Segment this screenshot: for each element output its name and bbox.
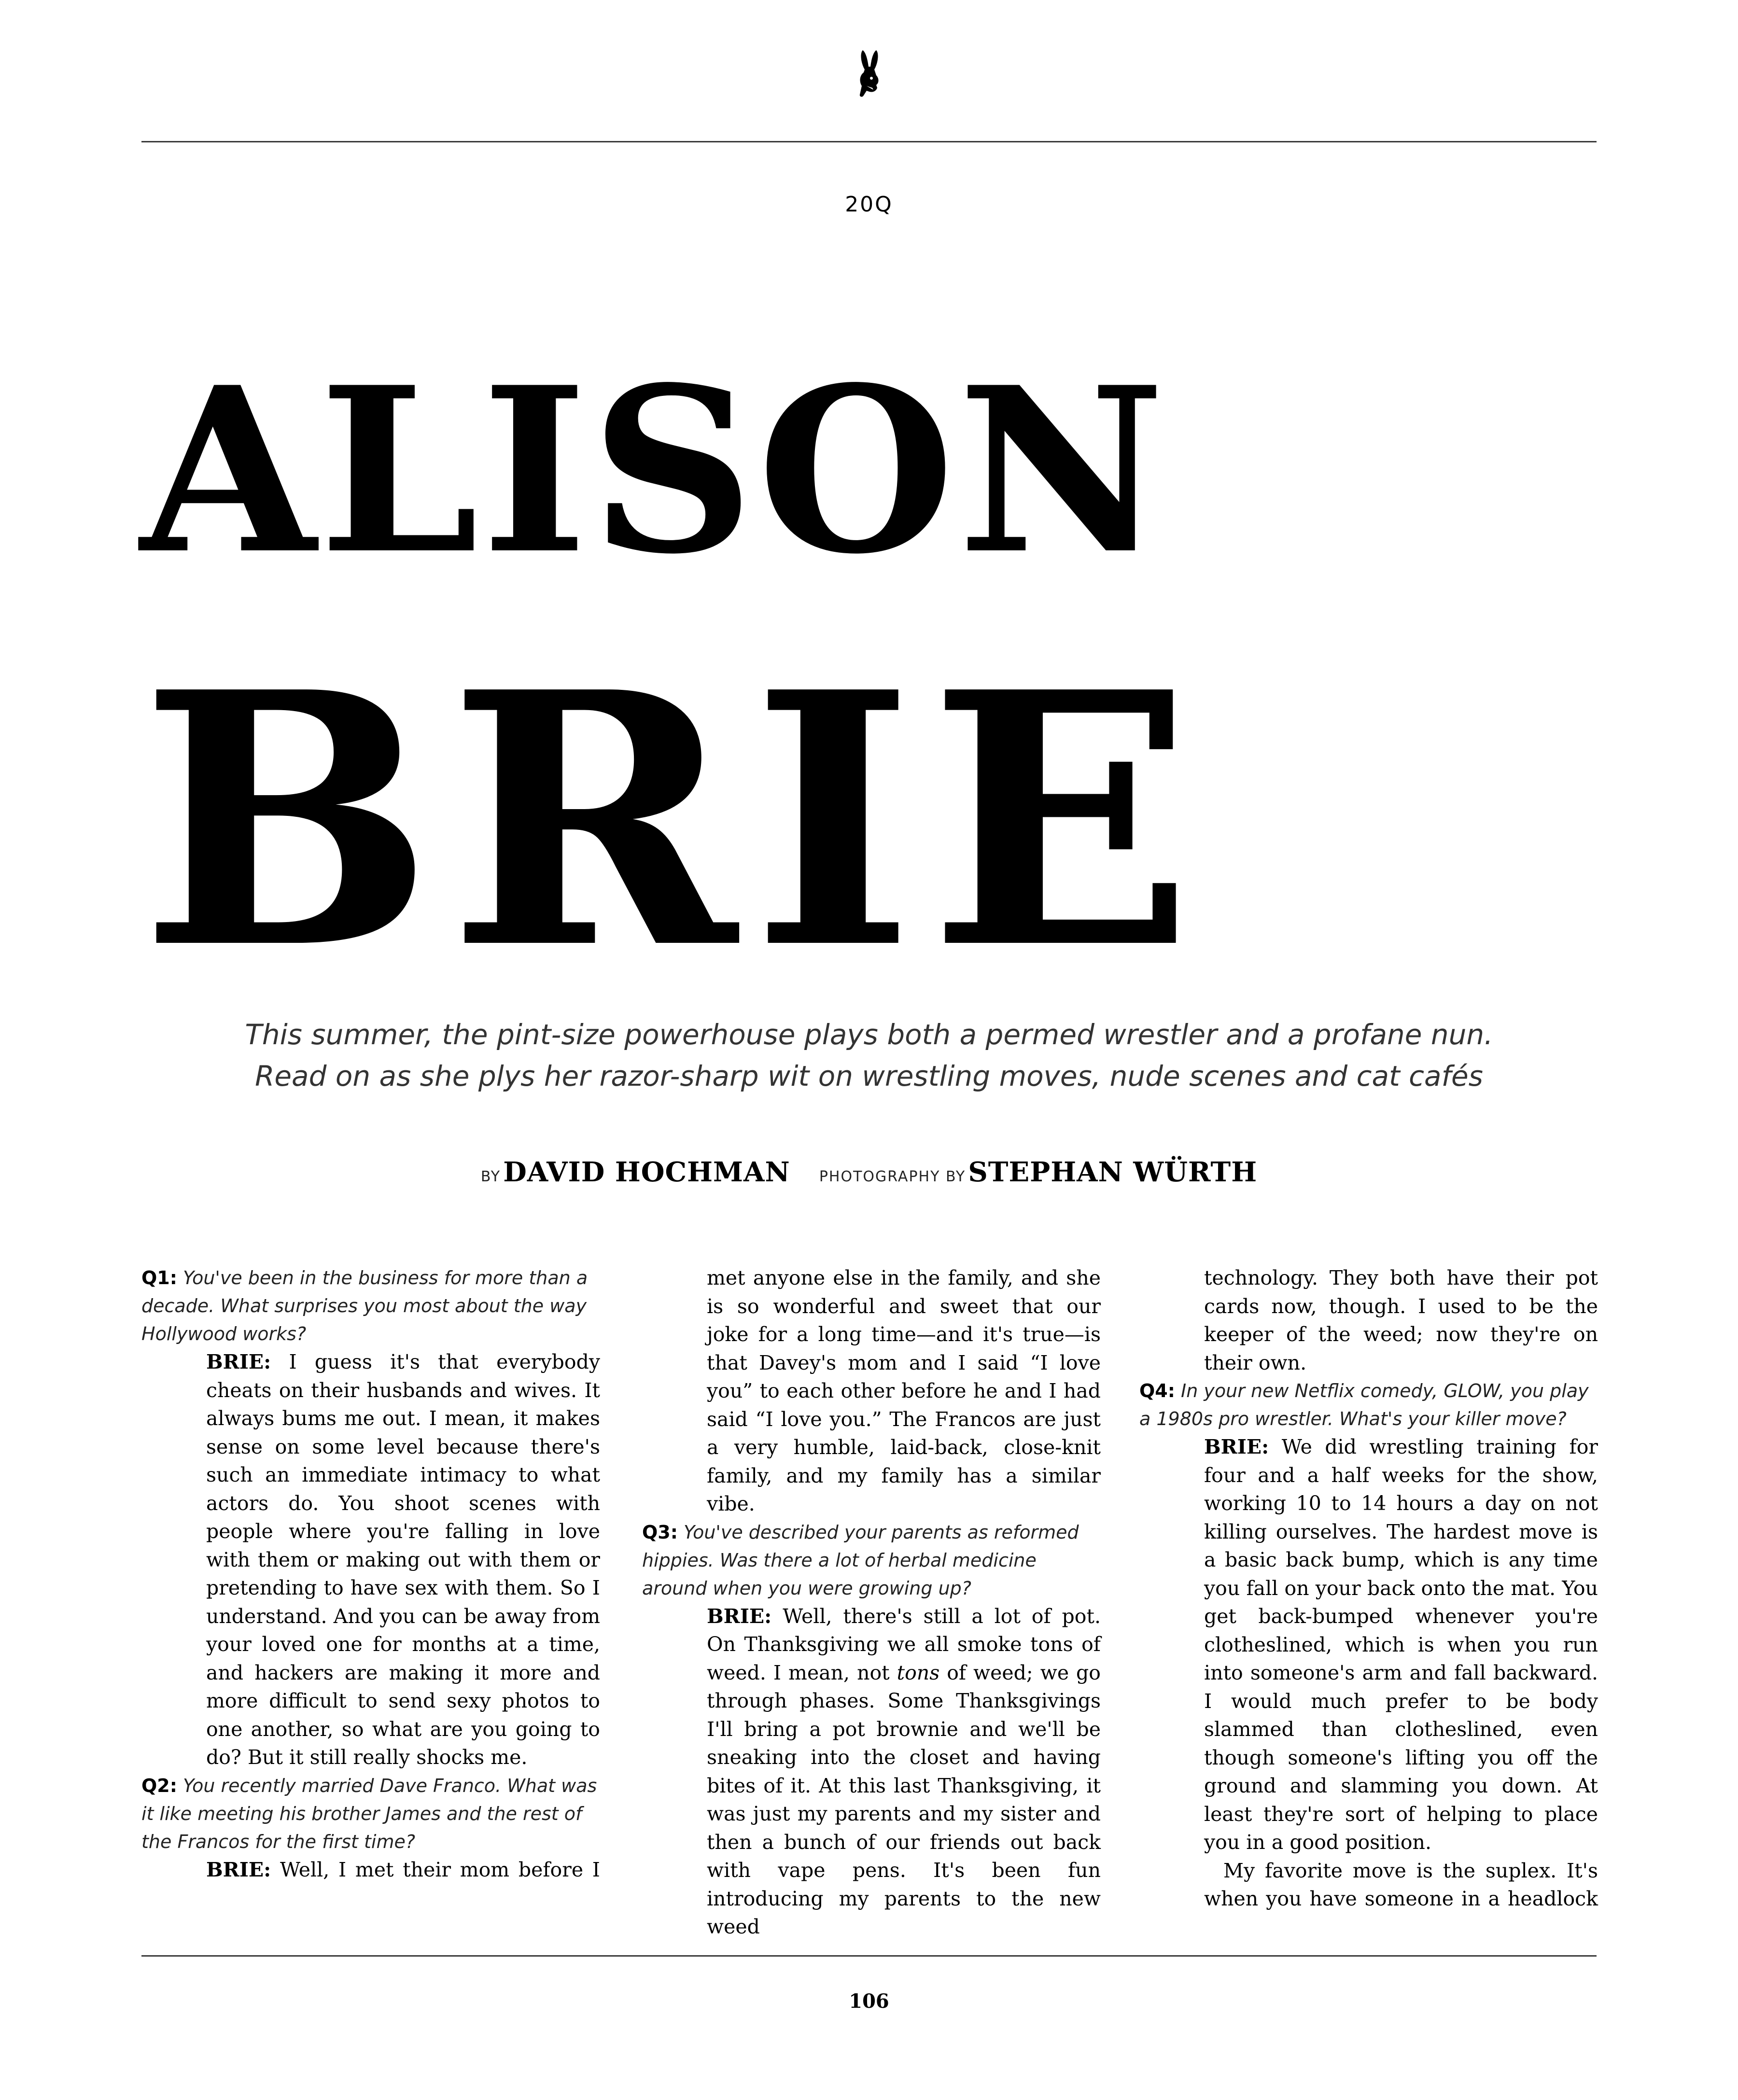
column-3 bbox=[1139, 1264, 1598, 1913]
dek bbox=[0, 1014, 1738, 1097]
speaker-label: BRIE: bbox=[206, 1350, 271, 1373]
answer-1-text: I guess it's that everybody cheats on their husbands and wives. It always bums me out. I mean, it makes sense on some level because there's such an immediate intimacy to what actors do. You shoot scenes with people where you're falling in love with them or making out with them or pretending to have sex with them. So I understand. And you can be away from your loved one for months at a time, and hackers are making it more and more difficult to send sexy photos to one another, so what are you going to do? But it still really shocks me. bbox=[206, 1350, 600, 1769]
question-2-text: You recently married Dave Franco. What was it like meeting his brother James and the rest of the Francos for the first time? bbox=[141, 1775, 597, 1852]
answer-3-text-part-2: of weed; we go through phases. Some Thanksgivings I'll bring a pot brownie and we'll be sneaking into the closet and having bites of it. At this last Thanksgiving, it was just my parents and my sister and then a bunch of our friends out back with vape pens. It's been fun introducing my parents to the new weed bbox=[707, 1661, 1101, 1938]
answer-2-text-part-1: Well, I met their mom before I bbox=[280, 1858, 600, 1881]
answer-2-continued bbox=[707, 1264, 1101, 1518]
answer-4-text: We did wrestling training for four and a half weeks for the show, working 10 to 14 hours a day on not killing ourselves. The hardest move is a basic back bump, which is any time you fall on your back onto the mat. You get back-bumped whenever you're clotheslined, which is when you run into someone's arm and fall backward. I would much prefer to be body slammed than clotheslined, even though someone's lifting you off the ground and slamming you down. At least they're sort of helping to place you in a good position. bbox=[1204, 1435, 1598, 1854]
answer-4 bbox=[1204, 1433, 1598, 1857]
answer-3-text-part-1: Well, there's still a lot of pot. On Thanksgiving we all smoke tons of weed. I mean, not bbox=[707, 1604, 1101, 1684]
question-2-label: Q2: bbox=[141, 1775, 177, 1796]
top-rule bbox=[141, 141, 1597, 142]
rabbit-head-icon bbox=[852, 48, 886, 99]
question-4-text: In your new Netflix comedy, GLOW, you play a 1980s pro wrestler. What's your killer move? bbox=[1139, 1380, 1589, 1429]
question-2 bbox=[141, 1772, 600, 1856]
question-1-label: Q1: bbox=[141, 1267, 177, 1288]
answer-3-continued bbox=[1204, 1264, 1598, 1377]
column-1 bbox=[141, 1264, 600, 1884]
speaker-label: BRIE: bbox=[707, 1604, 772, 1628]
page-number: 106 bbox=[849, 1990, 889, 2013]
dek-line-2: Read on as she plys her razor-sharp wit on wrestling moves, nude scenes and cat cafés bbox=[255, 1060, 1483, 1092]
question-1-text: You've been in the business for more than a decade. What surprises you most about the way Hollywood works? bbox=[141, 1267, 588, 1344]
headline-first-name: ALISON bbox=[140, 337, 1168, 604]
answer-3-emphasis: tons bbox=[897, 1661, 940, 1684]
byline-by-label: BY bbox=[480, 1168, 501, 1185]
speaker-label: BRIE: bbox=[206, 1858, 271, 1881]
byline bbox=[0, 1156, 1738, 1188]
answer-2-start bbox=[206, 1856, 600, 1884]
answer-3-text-part-3: technology. They both have their pot cards now, though. I used to be the keeper of the weed; now they're on their own. bbox=[1204, 1266, 1598, 1374]
question-3-label: Q3: bbox=[642, 1521, 678, 1543]
headline-last-name: BRIE bbox=[140, 616, 1208, 1025]
speaker-label: BRIE: bbox=[1204, 1435, 1269, 1458]
question-4-label: Q4: bbox=[1139, 1380, 1175, 1401]
bottom-rule bbox=[141, 1955, 1597, 1957]
byline-author: DAVID HOCHMAN bbox=[503, 1156, 790, 1188]
question-1 bbox=[141, 1264, 600, 1348]
section-label: 20Q bbox=[845, 192, 893, 217]
byline-photo-label: PHOTOGRAPHY BY bbox=[819, 1168, 966, 1185]
dek-line-1: This summer, the pint-size powerhouse plays both a permed wrestler and a profane nun. bbox=[245, 1018, 1493, 1051]
answer-4-continued bbox=[1204, 1857, 1598, 1913]
question-3-text: You've described your parents as reformed hippies. Was there a lot of herbal medicine around when you were growing up? bbox=[642, 1521, 1079, 1599]
answer-3 bbox=[707, 1602, 1101, 1941]
answer-1 bbox=[206, 1348, 600, 1772]
question-4 bbox=[1139, 1377, 1598, 1433]
column-2 bbox=[642, 1264, 1101, 1941]
answer-4-text-continued: My favorite move is the suplex. It's when you have someone in a headlock bbox=[1204, 1859, 1598, 1910]
answer-2-text-part-2: met anyone else in the family, and she is so wonderful and sweet that our joke for a long time—and it's true—is that Davey's mom and I said “I love you” to each other before he and I had said “I love you.” The Francos are just a very humble, laid-back, close-knit family, and my family has a similar vibe. bbox=[707, 1266, 1101, 1515]
question-3 bbox=[642, 1518, 1101, 1602]
byline-photographer: STEPHAN WÜRTH bbox=[968, 1156, 1258, 1188]
